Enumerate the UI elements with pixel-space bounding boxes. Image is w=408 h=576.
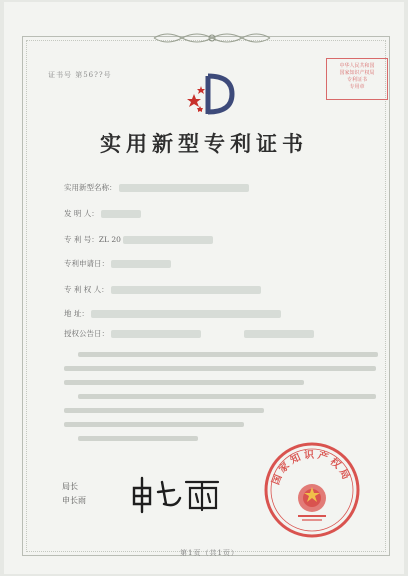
field-patentee xyxy=(64,284,261,295)
signatory-name: 申长雨 xyxy=(62,496,86,505)
certificate-title: 实用新型专利证书 xyxy=(100,131,308,156)
text-line xyxy=(64,362,384,376)
field-label: 专利申请日： xyxy=(64,259,109,268)
stamp-line: 专利证书 xyxy=(346,77,367,83)
stamp-line: 专用章 xyxy=(349,84,365,90)
text-line xyxy=(64,418,384,432)
patent-office-logo-icon xyxy=(184,72,236,118)
ornament-icon xyxy=(152,30,272,46)
stamp-line: 国家知识产权局 xyxy=(339,70,375,76)
text-line xyxy=(64,348,384,362)
field-label: 发 明 人： xyxy=(64,209,99,218)
svg-text:国家知识产权局: 国家知识产权局 xyxy=(270,449,353,487)
field-inventor xyxy=(64,208,141,219)
redacted-value xyxy=(91,310,281,318)
top-stamp xyxy=(326,58,388,100)
redacted-value xyxy=(244,330,314,338)
certificate-sheet xyxy=(4,2,404,574)
redacted-value xyxy=(101,210,141,218)
field-grant-date xyxy=(64,328,314,339)
text-line xyxy=(64,376,384,390)
text-line xyxy=(64,404,384,418)
field-label: 授权公告日： xyxy=(64,329,109,338)
redacted-value xyxy=(111,286,261,294)
redacted-value xyxy=(111,260,171,268)
redacted-value xyxy=(119,184,249,192)
certificate-body-text xyxy=(64,348,384,446)
handwritten-signature xyxy=(128,474,224,514)
stamp-line: 中华人民共和国 xyxy=(339,63,375,69)
page-footer: 第1页（共1页） xyxy=(180,549,239,557)
certificate-number: 证书号 第56??号 xyxy=(48,71,112,79)
redacted-value xyxy=(123,236,213,244)
field-utility-model-name xyxy=(64,182,249,193)
field-label: 专 利 权 人： xyxy=(64,285,109,294)
field-label: 专 利 号：ZL 20 xyxy=(64,235,124,244)
field-label: 实用新型名称： xyxy=(64,183,117,192)
signatory-title: 局长 xyxy=(62,482,78,491)
field-address xyxy=(64,308,281,319)
field-application-date xyxy=(64,258,171,269)
signatory-label xyxy=(62,480,86,508)
official-seal xyxy=(262,440,362,540)
field-patent-number xyxy=(64,234,213,245)
redacted-value xyxy=(111,330,201,338)
text-line xyxy=(64,390,384,404)
field-label: 地 址： xyxy=(64,309,89,318)
